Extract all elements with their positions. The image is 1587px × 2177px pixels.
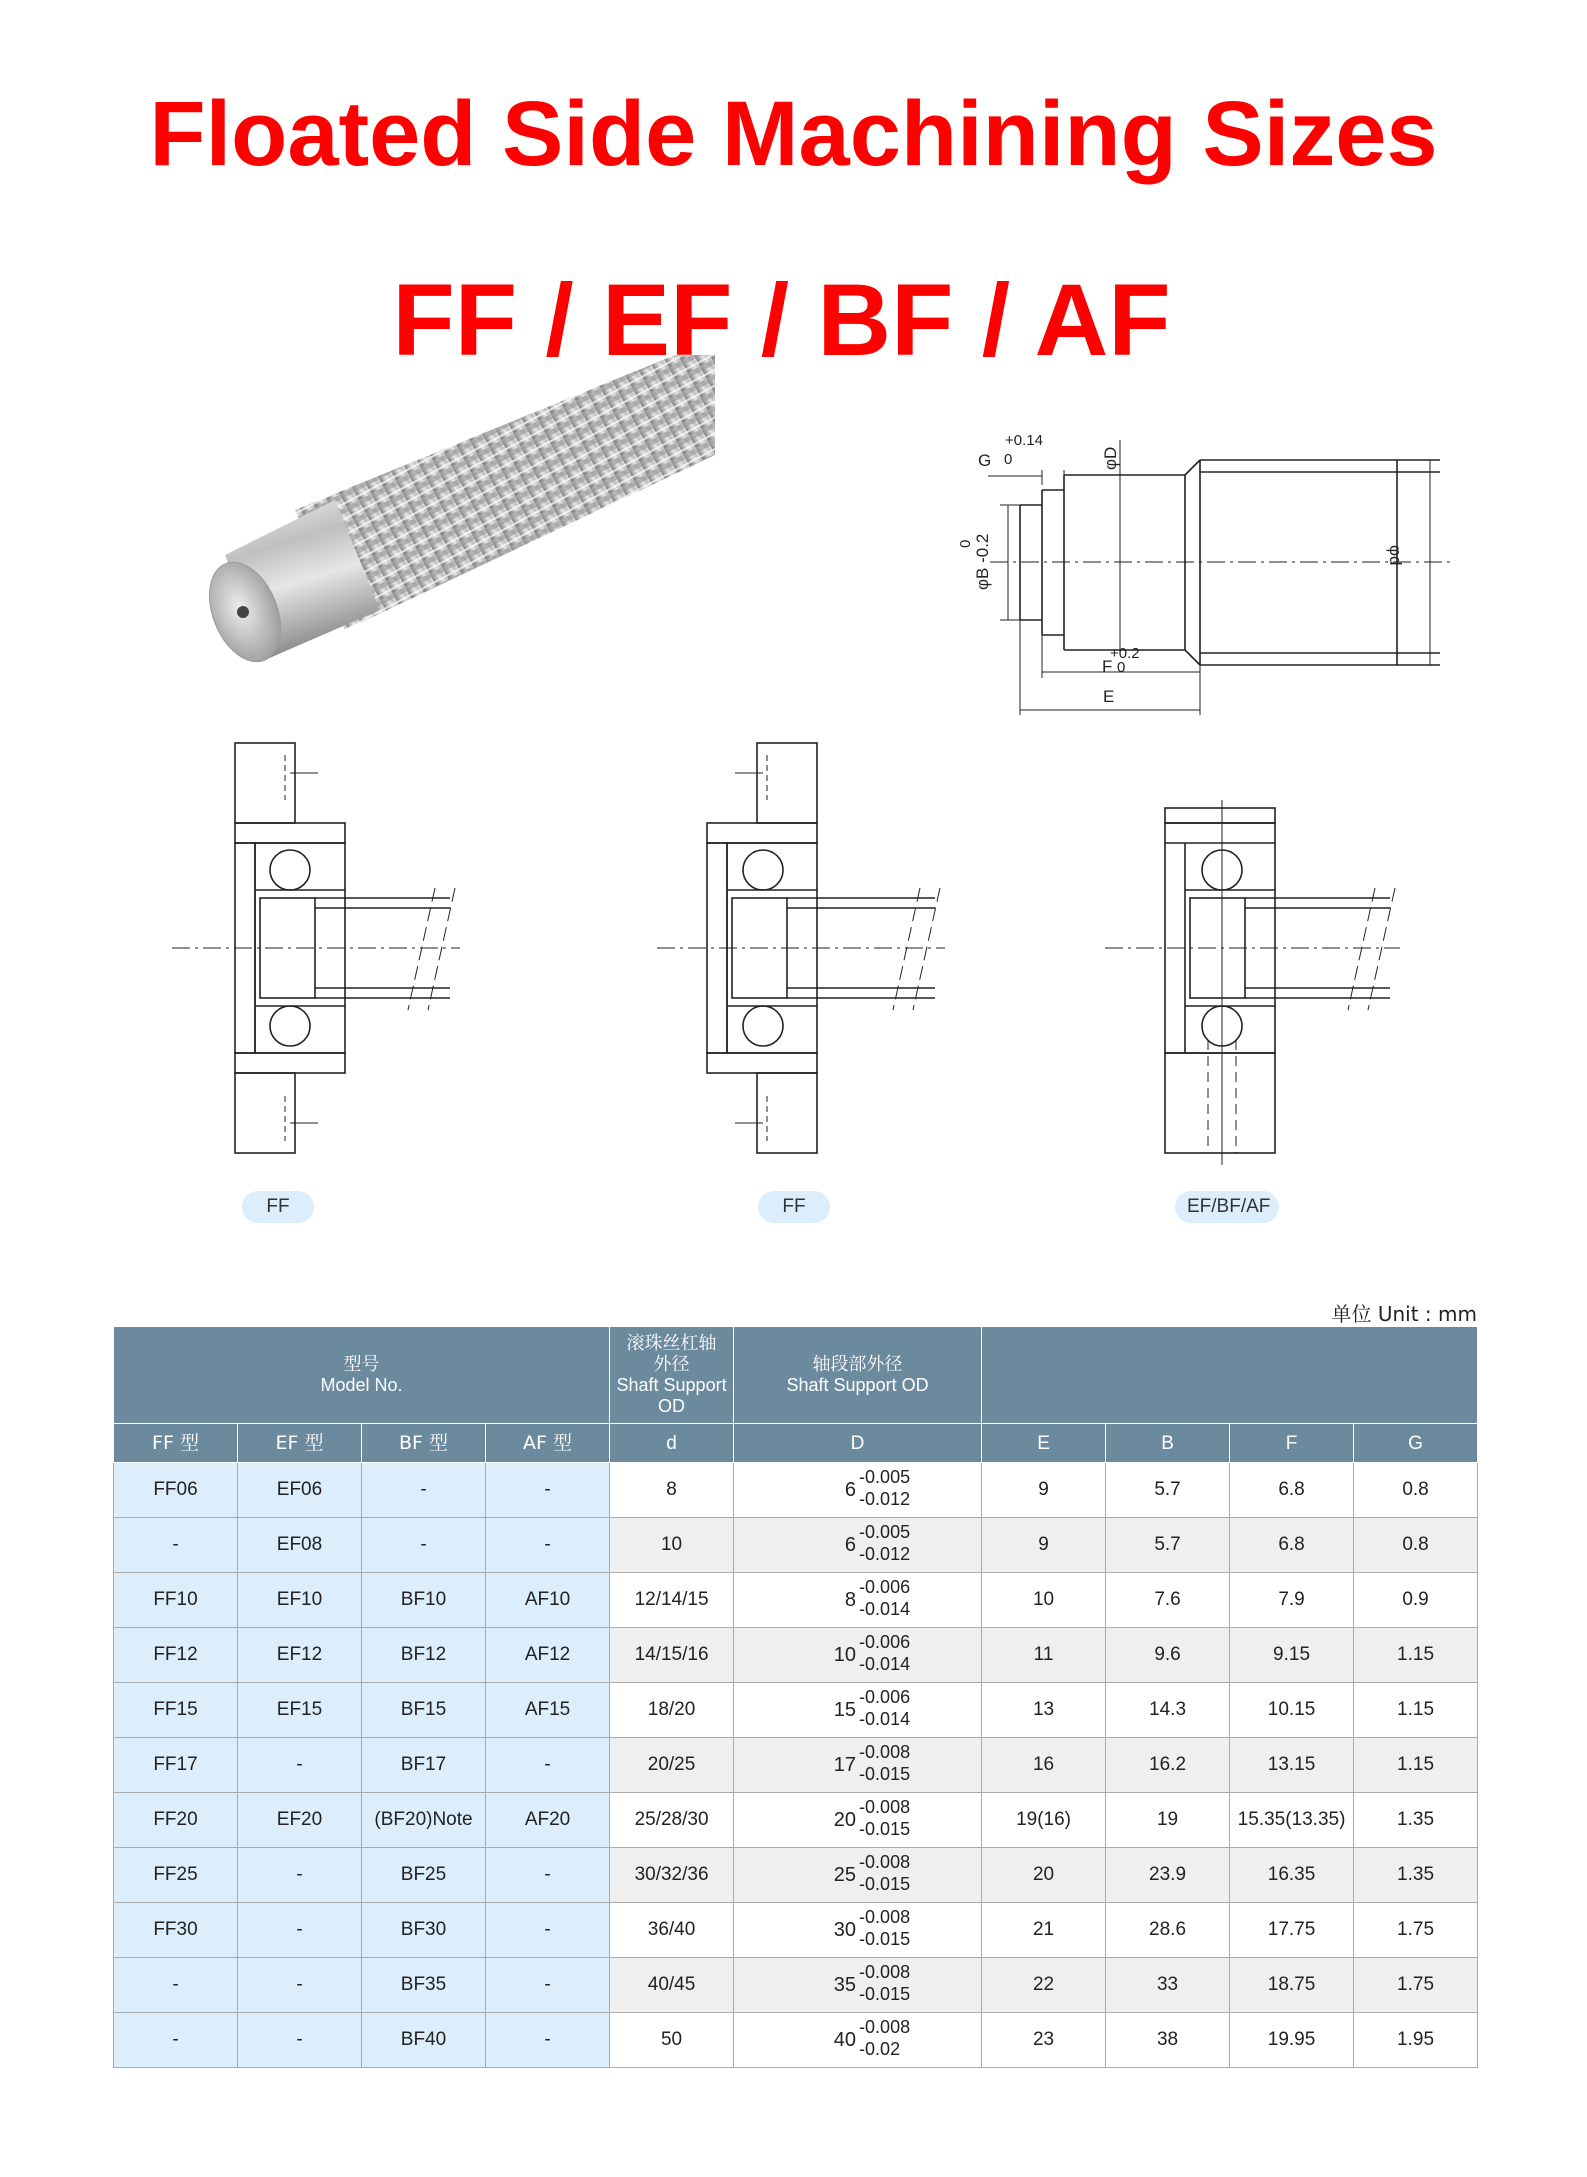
ball-screw-shaft-image — [205, 360, 715, 690]
cell-F: 17.75 — [1230, 1903, 1354, 1958]
D-value: 17 — [833, 1754, 857, 1776]
D-tolerance-upper: -0.006 — [859, 1687, 911, 1707]
cell-ef: EF10 — [238, 1573, 362, 1628]
cell-D — [734, 1573, 982, 1628]
cell-ff: FF20 — [114, 1793, 238, 1848]
g-zero-label: 0 — [1004, 451, 1013, 468]
cell-bf: BF40 — [362, 2013, 486, 2068]
cell-ef: EF20 — [238, 1793, 362, 1848]
cell-D — [734, 1738, 982, 1793]
col-F: F — [1230, 1424, 1354, 1463]
D-value: 25 — [833, 1864, 857, 1886]
cell-ef: EF06 — [238, 1463, 362, 1518]
D-tolerance — [859, 1851, 910, 1895]
col-ff: FF 型 — [114, 1424, 238, 1463]
D-tolerance-upper: -0.005 — [859, 1467, 911, 1487]
header-od-en2: OD — [658, 1396, 686, 1416]
cell-B: 38 — [1106, 2013, 1230, 2068]
col-bf: BF 型 — [362, 1424, 486, 1463]
cell-ff: - — [114, 1518, 238, 1573]
cell-D — [734, 1463, 982, 1518]
cell-E: 23 — [982, 2013, 1106, 2068]
header-support-od — [734, 1327, 982, 1424]
cell-af: - — [486, 1848, 610, 1903]
D-tolerance-lower: -0.014 — [859, 1709, 911, 1729]
cell-d: 20/25 — [610, 1738, 734, 1793]
cell-d: 8 — [610, 1463, 734, 1518]
cell-D — [734, 1683, 982, 1738]
D-tolerance-lower: -0.015 — [859, 1764, 911, 1784]
cell-G: 1.35 — [1354, 1848, 1478, 1903]
D-tolerance — [859, 1741, 910, 1785]
table-row — [114, 1518, 1478, 1573]
cell-F: 15.35(13.35) — [1230, 1793, 1354, 1848]
cell-E: 13 — [982, 1683, 1106, 1738]
mount-label-ff-1: FF — [242, 1191, 314, 1223]
D-value: 10 — [833, 1644, 857, 1666]
cell-bf: - — [362, 1463, 486, 1518]
header-model — [114, 1327, 610, 1424]
cell-D — [734, 1848, 982, 1903]
table-row — [114, 1903, 1478, 1958]
D-tolerance-lower: -0.012 — [859, 1489, 911, 1509]
cell-E: 22 — [982, 1958, 1106, 2013]
cell-ef: - — [238, 1848, 362, 1903]
cell-D — [734, 2013, 982, 2068]
cell-B: 14.3 — [1106, 1683, 1230, 1738]
cell-bf: BF17 — [362, 1738, 486, 1793]
cell-B: 19 — [1106, 1793, 1230, 1848]
D-tolerance-upper: -0.008 — [859, 1907, 911, 1927]
cell-af: AF15 — [486, 1683, 610, 1738]
cell-bf: BF35 — [362, 1958, 486, 2013]
cell-af: AF20 — [486, 1793, 610, 1848]
mount-label-ef-bf-af: EF/BF/AF — [1175, 1191, 1279, 1223]
phi-B-label: φB -0.2 — [973, 533, 992, 590]
cell-d: 25/28/30 — [610, 1793, 734, 1848]
cell-af: - — [486, 1903, 610, 1958]
cell-ef: EF08 — [238, 1518, 362, 1573]
page-title: Floated Side Machining Sizes — [149, 83, 1438, 185]
table-row — [114, 1738, 1478, 1793]
D-tolerance — [859, 1631, 910, 1675]
table-row — [114, 1848, 1478, 1903]
D-value: 20 — [833, 1809, 857, 1831]
D-tolerance-lower: -0.02 — [859, 2039, 901, 2059]
cell-E: 9 — [982, 1463, 1106, 1518]
cell-E: 9 — [982, 1518, 1106, 1573]
phi-d-label: φd — [1386, 545, 1405, 566]
cell-ff: FF17 — [114, 1738, 238, 1793]
cell-af: - — [486, 1463, 610, 1518]
col-G: G — [1354, 1424, 1478, 1463]
cell-ff: - — [114, 1958, 238, 2013]
cell-bf: BF10 — [362, 1573, 486, 1628]
cell-B: 5.7 — [1106, 1518, 1230, 1573]
mount-label-ff-2: FF — [758, 1191, 830, 1223]
cell-B: 7.6 — [1106, 1573, 1230, 1628]
cell-B: 33 — [1106, 1958, 1230, 2013]
cell-af: - — [486, 2013, 610, 2068]
cell-ff: FF30 — [114, 1903, 238, 1958]
D-tolerance — [859, 2016, 910, 2060]
cell-af: - — [486, 1738, 610, 1793]
cell-B: 9.6 — [1106, 1628, 1230, 1683]
f-zero-label: 0 — [1117, 659, 1126, 676]
header-od-en1: Shaft Support — [616, 1375, 727, 1395]
cell-ff: FF12 — [114, 1628, 238, 1683]
col-D: D — [734, 1424, 982, 1463]
f-tolerance-label: +0.2 — [1110, 645, 1140, 662]
D-tolerance-lower: -0.015 — [859, 1819, 911, 1839]
cell-ef: - — [238, 1958, 362, 2013]
table-row — [114, 1958, 1478, 2013]
cell-G: 1.15 — [1354, 1738, 1478, 1793]
cell-G: 1.95 — [1354, 2013, 1478, 2068]
D-tolerance-upper: -0.006 — [859, 1632, 911, 1652]
cell-D — [734, 1518, 982, 1573]
D-tolerance-upper: -0.008 — [859, 1852, 911, 1872]
cell-bf: - — [362, 1518, 486, 1573]
D-tolerance — [859, 1796, 910, 1840]
e-dimension-label: E — [1103, 687, 1115, 706]
cell-d: 14/15/16 — [610, 1628, 734, 1683]
col-af: AF 型 — [486, 1424, 610, 1463]
bearing-mount-drawing-ff-2 — [655, 740, 975, 1160]
col-B: B — [1106, 1424, 1230, 1463]
col-E: E — [982, 1424, 1106, 1463]
D-value: 35 — [833, 1974, 857, 1996]
D-tolerance-upper: -0.005 — [859, 1522, 911, 1542]
cell-d: 30/32/36 — [610, 1848, 734, 1903]
cell-ff: FF10 — [114, 1573, 238, 1628]
D-value: 40 — [833, 2029, 857, 2051]
D-tolerance-upper: -0.008 — [859, 2017, 911, 2037]
b-zero-label: 0 — [957, 539, 974, 548]
cell-B: 16.2 — [1106, 1738, 1230, 1793]
cell-E: 10 — [982, 1573, 1106, 1628]
cell-d: 40/45 — [610, 1958, 734, 2013]
cell-d: 18/20 — [610, 1683, 734, 1738]
cell-D — [734, 1793, 982, 1848]
D-tolerance-lower: -0.014 — [859, 1599, 911, 1619]
D-tolerance-upper: -0.008 — [859, 1797, 911, 1817]
cell-bf: BF12 — [362, 1628, 486, 1683]
cell-bf: BF30 — [362, 1903, 486, 1958]
cell-D — [734, 1903, 982, 1958]
g-tolerance-label: +0.14 — [1005, 432, 1043, 449]
cell-ff: FF06 — [114, 1463, 238, 1518]
cell-F: 6.8 — [1230, 1463, 1354, 1518]
table-row — [114, 1628, 1478, 1683]
cell-ef: - — [238, 1903, 362, 1958]
page-subtitle: FF / EF / BF / AF — [392, 263, 1171, 377]
cell-E: 20 — [982, 1848, 1106, 1903]
D-tolerance — [859, 1961, 910, 2005]
bearing-mount-drawing-ef-bf-af — [1100, 740, 1420, 1160]
cell-af: AF10 — [486, 1573, 610, 1628]
D-tolerance-lower: -0.015 — [859, 1929, 911, 1949]
table-row — [114, 1793, 1478, 1848]
table-row — [114, 1683, 1478, 1738]
cell-d: 36/40 — [610, 1903, 734, 1958]
end-machining-drawing — [957, 420, 1460, 740]
D-tolerance-lower: -0.015 — [859, 1874, 911, 1894]
cell-E: 11 — [982, 1628, 1106, 1683]
cell-F: 16.35 — [1230, 1848, 1354, 1903]
col-d: d — [610, 1424, 734, 1463]
header-od-cn2: 外径 — [653, 1354, 690, 1375]
table-row — [114, 1573, 1478, 1628]
cell-E: 21 — [982, 1903, 1106, 1958]
cell-ef: - — [238, 2013, 362, 2068]
cell-G: 1.75 — [1354, 1958, 1478, 2013]
header-model-cn: 型号 — [343, 1354, 380, 1375]
phi-D-label: φD — [1101, 446, 1120, 470]
table-row — [114, 1463, 1478, 1518]
header-od-cn1: 滚珠丝杠轴 — [626, 1333, 717, 1354]
cell-af: - — [486, 1958, 610, 2013]
header-sod-en: Shaft Support OD — [786, 1375, 929, 1395]
cell-E: 16 — [982, 1738, 1106, 1793]
cell-bf: BF15 — [362, 1683, 486, 1738]
cell-D — [734, 1628, 982, 1683]
cell-d: 10 — [610, 1518, 734, 1573]
D-value: 8 — [844, 1589, 857, 1611]
D-tolerance-lower: -0.015 — [859, 1984, 911, 2004]
cell-ef: EF12 — [238, 1628, 362, 1683]
cell-F: 13.15 — [1230, 1738, 1354, 1793]
table-body — [114, 1463, 1478, 2068]
cell-d: 12/14/15 — [610, 1573, 734, 1628]
D-tolerance-lower: -0.012 — [859, 1544, 911, 1564]
cell-G: 0.9 — [1354, 1573, 1478, 1628]
D-value: 6 — [844, 1479, 857, 1501]
D-value: 6 — [844, 1534, 857, 1556]
g-dimension-label: G — [978, 451, 992, 470]
cell-F: 18.75 — [1230, 1958, 1354, 2013]
D-tolerance — [859, 1521, 910, 1565]
cell-bf: BF25 — [362, 1848, 486, 1903]
f-dimension-label: F — [1102, 657, 1113, 676]
D-tolerance — [859, 1686, 910, 1730]
cell-B: 5.7 — [1106, 1463, 1230, 1518]
cell-B: 28.6 — [1106, 1903, 1230, 1958]
cell-ff: FF25 — [114, 1848, 238, 1903]
D-tolerance — [859, 1576, 910, 1620]
cell-D — [734, 1958, 982, 2013]
D-tolerance-upper: -0.008 — [859, 1962, 911, 1982]
cell-B: 23.9 — [1106, 1848, 1230, 1903]
cell-ff: - — [114, 2013, 238, 2068]
header-shaft-od — [610, 1327, 734, 1424]
cell-E: 19(16) — [982, 1793, 1106, 1848]
D-tolerance — [859, 1906, 910, 1950]
cell-F: 19.95 — [1230, 2013, 1354, 2068]
table-row — [114, 2013, 1478, 2068]
cell-af: AF12 — [486, 1628, 610, 1683]
cell-F: 9.15 — [1230, 1628, 1354, 1683]
D-value: 30 — [833, 1919, 857, 1941]
cell-ef: - — [238, 1738, 362, 1793]
cell-G: 0.8 — [1354, 1518, 1478, 1573]
cell-F: 7.9 — [1230, 1573, 1354, 1628]
D-tolerance-lower: -0.014 — [859, 1654, 911, 1674]
bearing-mount-drawing-ff-1 — [160, 740, 480, 1160]
cell-G: 1.35 — [1354, 1793, 1478, 1848]
header-model-en: Model No. — [320, 1375, 403, 1395]
cell-G: 1.15 — [1354, 1683, 1478, 1738]
cell-G: 0.8 — [1354, 1463, 1478, 1518]
unit-label: 单位 Unit : mm — [1331, 1302, 1477, 1326]
header-sod-cn: 轴段部外径 — [812, 1354, 903, 1375]
cell-bf: (BF20)Note — [362, 1793, 486, 1848]
header-blank — [982, 1327, 1478, 1424]
cell-F: 6.8 — [1230, 1518, 1354, 1573]
machining-sizes-table — [113, 1326, 1478, 2068]
cell-af: - — [486, 1518, 610, 1573]
cell-F: 10.15 — [1230, 1683, 1354, 1738]
cell-G: 1.75 — [1354, 1903, 1478, 1958]
cell-ff: FF15 — [114, 1683, 238, 1738]
D-value: 15 — [833, 1699, 857, 1721]
cell-G: 1.15 — [1354, 1628, 1478, 1683]
cell-d: 50 — [610, 2013, 734, 2068]
col-ef: EF 型 — [238, 1424, 362, 1463]
D-tolerance — [859, 1466, 910, 1510]
D-tolerance-upper: -0.008 — [859, 1742, 911, 1762]
D-tolerance-upper: -0.006 — [859, 1577, 911, 1597]
cell-ef: EF15 — [238, 1683, 362, 1738]
